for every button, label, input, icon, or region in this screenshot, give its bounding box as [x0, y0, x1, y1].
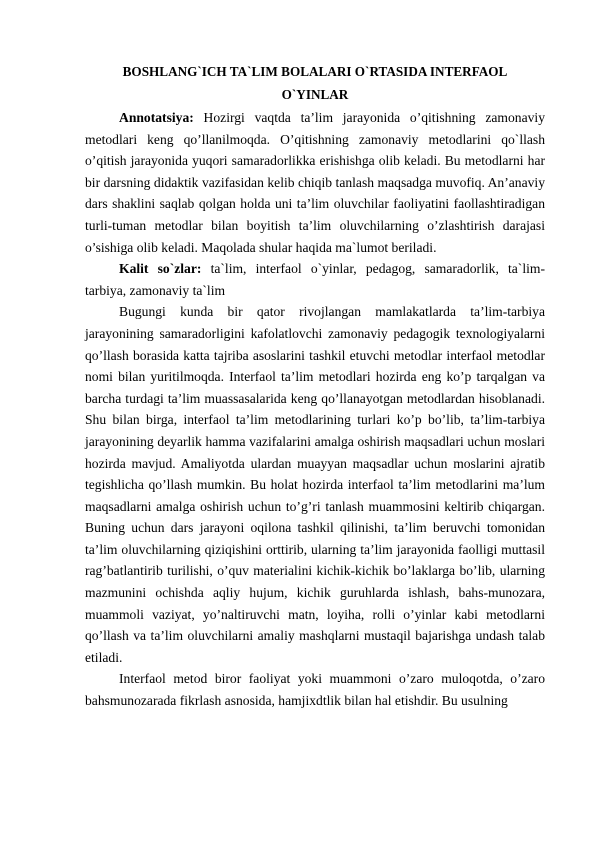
- keywords-paragraph: [85, 258, 545, 301]
- annotation-label: Annotatsiya:: [119, 110, 194, 125]
- document-title-line-2: O`YINLAR: [281, 87, 349, 102]
- body-paragraph-1: Bugungi kunda bir qator rivojlangan mamlakatlarda ta’lim-tarbiya jarayonining samaradorligini kafolatlovchi zamonaviy pedagogik texnologiyalarni qo’llash borasida katta tajriba asoslarini tashkil etuvchi metodlar interfaol metodlar nomi bilan yuritilmoqda. Interfaol ta’lim metodlari hozirda eng ko’p tarqalgan va barcha turdagi ta’lim muassasalarida keng qo’llanayotgan metodlardan hisoblanadi. Shu bilan birga, interfaol ta’lim metodlarining turlari ko’p bo’lib, ta’lim-tarbiya jarayonining deyarlik hamma vazifalarini amalga oshirish maqsadlari uchun moslari hozirda mavjud. Amaliyotda ulardan muayyan maqsadlar uchun moslarini ajratib tegishlicha qo’llash mumkin. Bu holat hozirda interfaol ta’lim metodlarini ma’lum maqsadlarni amalga oshirish uchun to’g’ri tanlash muammosini keltirib chiqargan. Buning uchun dars jarayoni oqilona tashkil qilinishi, ta’lim beruvchi tomonidan ta’lim oluvchilarning qiziqishini orttirib, ularning ta’lim jarayonida faolligi muttasil rag’batlantirib turilishi, o’quv materialini kichik-kichik bo’laklarga bo’lib, ularning mazmunini ochishda aqliy hujum, kichik guruhlarda ishlash, bahs-munozara, muammoli vaziyat, yo’naltiruvchi matn, loyiha, rolli o’yinlar kabi metodlarni qo’llash va ta’lim oluvchilarni amaliy mashqlarni mustaqil bajarishga undash talab etiladi.: [85, 304, 545, 665]
- document-title-line-1: BOSHLANG`ICH TA`LIM BOLALARI O`RTASIDA INTERFAOL: [122, 64, 508, 79]
- keywords-text: ta`lim, interfaol o`yinlar, pedagog, samaradorlik, ta`lim-tarbiya, zamonaviy ta`lim: [85, 261, 545, 298]
- annotation-paragraph: [85, 107, 545, 258]
- keywords-label: Kalit so`zlar:: [119, 261, 202, 277]
- body-paragraph-2: Interfaol metod biror faoliyat yoki muammoni o’zaro muloqotda, o’zaro bahsmunozarada fikrlash asnosida, hamjixdtlik bilan hal etishdir. Bu usulning: [85, 671, 545, 709]
- annotation-text: Hozirgi vaqtda ta’lim jarayonida o’qitishning zamonaviy metodlari keng qo’llanilmoqda. O’qitishning zamonaviy metodlarini qo`llash o’qitish jarayonida yuqori samaradorlikka erishishga olib keladi. Bu metodlarni har bir darsning didaktik vazifasidan kelib chiqib tanlash maqsadga muvofiq. An’anaviy dars shaklini saqlab qolgan holda uni ta’lim oluvchilar faoliyatini faollashtiradigan turli-tuman metodlar bilan boyitish ta’lim oluvchilarning o’zlashtirish darajasi o’sishiga olib keladi. Maqolada shular haqida ma`lumot beriladi.: [85, 110, 546, 255]
